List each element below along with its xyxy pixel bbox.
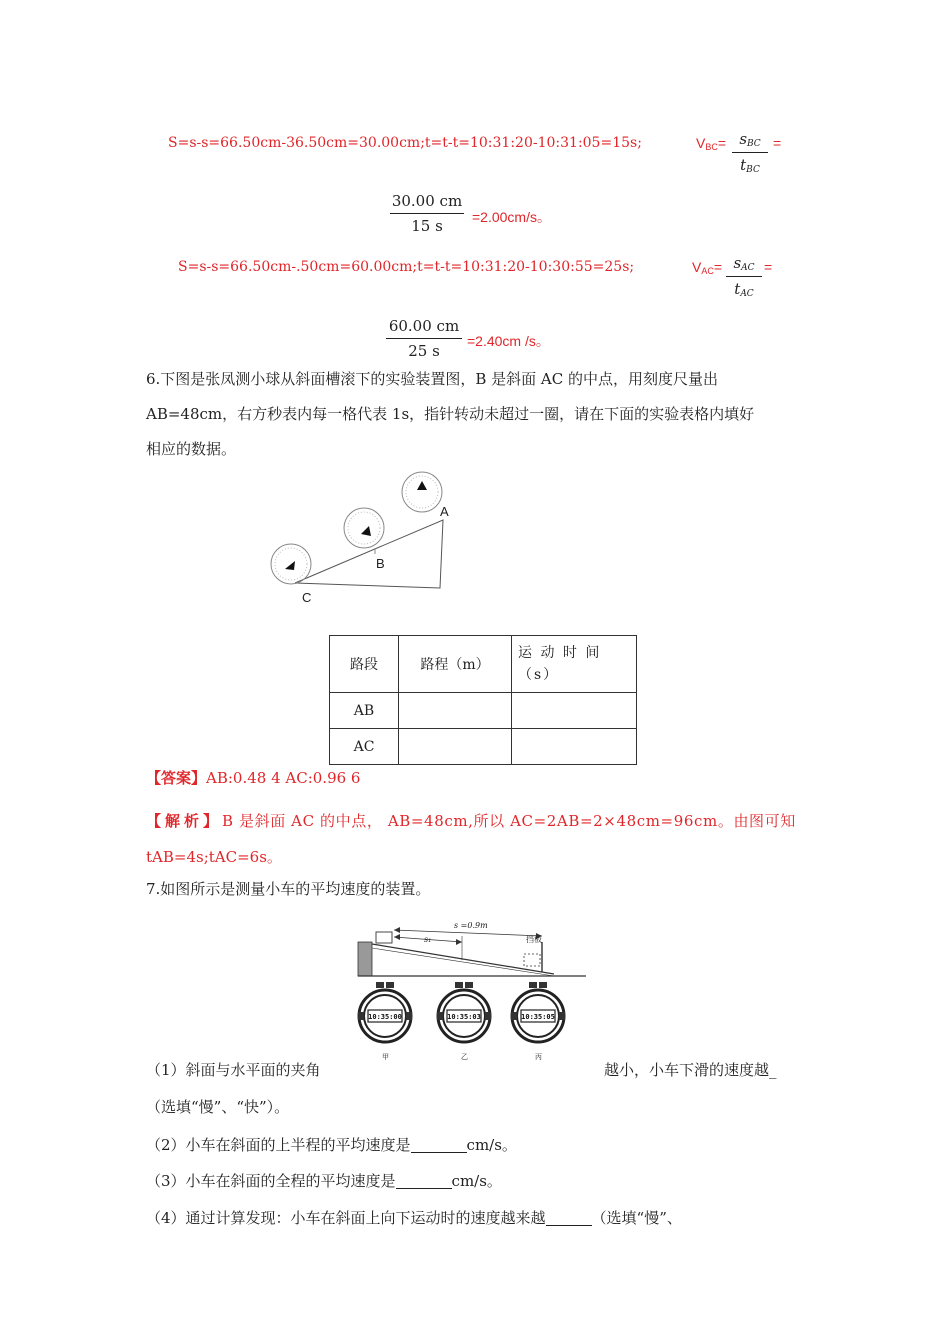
q6-answer <box>146 767 360 788</box>
q7-item-2-blank[interactable] <box>411 1136 467 1153</box>
car-incline-figure <box>354 912 590 1062</box>
analysis-tag: 【解析】 <box>146 812 223 830</box>
q7-item-3-text: （3）小车在斜面的全程的平均速度是 <box>146 1172 396 1190</box>
ac-equals: = <box>764 259 773 275</box>
car-end-position-icon <box>524 954 540 966</box>
ac-velocity-fraction <box>726 254 762 299</box>
stopwatch-a-icon <box>402 472 442 512</box>
table-cell: AC <box>330 729 399 765</box>
clock-jia-time: 10:35:00 <box>368 1013 402 1021</box>
answer-tag: 【答案】 <box>146 769 207 787</box>
answer-text: AB:0.48 4 AC:0.96 6 <box>206 769 361 787</box>
bc-equals: = <box>773 135 782 151</box>
q7-item-1c: （选填“慢”、“快”）。 <box>146 1098 290 1116</box>
bc-frac-denominator: t <box>740 156 747 174</box>
q7-item-2-text: （2）小车在斜面的上半程的平均速度是 <box>146 1136 411 1154</box>
car-icon <box>376 932 392 943</box>
table-header-cell: 运 动 时 间（s） <box>512 636 637 693</box>
label-a: A <box>440 504 449 519</box>
q6-line-3: 相应的数据。 <box>146 440 237 458</box>
label-b: B <box>376 556 385 571</box>
ac-result-denominator: 25 s <box>408 342 440 360</box>
bc-result: =2.00cm/s。 <box>472 209 551 225</box>
table-cell-input[interactable] <box>512 693 637 729</box>
table-header-row <box>330 636 637 693</box>
bc-result-fraction <box>390 192 464 235</box>
table-cell: AB <box>330 693 399 729</box>
q7-item-4-tail: （选填“慢”、 <box>591 1209 682 1227</box>
stopwatch-c-icon <box>271 544 311 584</box>
bc-calc-line <box>168 135 642 151</box>
q6-data-table <box>329 635 637 765</box>
ac-result: =2.40cm /s。 <box>467 333 550 349</box>
ac-result-fraction <box>386 317 462 360</box>
table-header-cell: 路段 <box>330 636 399 693</box>
q7-item-3 <box>146 1164 502 1199</box>
ac-velocity-label: $V_{AC}=$ <box>692 259 723 276</box>
clock-jia-label: 甲 <box>382 1053 389 1061</box>
analysis-text-1: B 是斜面 AC 的中点， AB=48cm,所以 AC=2AB=2×48cm=96cm。由图可知 <box>222 812 796 830</box>
table-header-cell: 路程（m） <box>399 636 512 693</box>
label-c: C <box>302 590 312 605</box>
q7-title: 7.如图所示是测量小车的平均速度的装置。 <box>146 880 431 898</box>
bc-frac-num-sub: BC <box>747 139 761 149</box>
clock-yi-time: 10:35:03 <box>447 1013 481 1021</box>
ac-v-subscript: AC <box>701 266 714 276</box>
q7-item-4 <box>146 1201 682 1236</box>
stopwatch-b-icon <box>344 508 384 548</box>
q7-item-1b: 越小，小车下滑的速度越_ <box>604 1061 777 1079</box>
q7-item-4-blank[interactable] <box>546 1209 592 1226</box>
ac-frac-den-sub: AC <box>740 289 754 299</box>
q7-item-4-text: （4）通过计算发现：小车在斜面上向下运动时的速度越来越 <box>146 1209 546 1227</box>
ac-calc-line <box>178 259 634 275</box>
question-6-text <box>146 362 826 467</box>
q7-item-2 <box>146 1128 517 1163</box>
bc-result-numerator: 30.00 cm <box>391 192 463 210</box>
bc-velocity-label: $V_{BC}=$ <box>696 135 727 152</box>
table-cell-input[interactable] <box>399 693 512 729</box>
bc-v-subscript: BC <box>705 142 718 152</box>
analysis-line-1 <box>146 803 810 839</box>
distance-s-label: s =0.9m <box>454 921 488 930</box>
ac-frac-denominator: t <box>734 280 741 298</box>
clock-bing-label: 丙 <box>535 1053 542 1061</box>
ac-calc-text: S=s-s=66.50cm-.50cm=60.00cm;t=t-t=10:31:20-10:30:55=25s; <box>178 259 635 275</box>
distance-s1-label: s₁ <box>424 935 432 944</box>
ac-frac-num-sub: AC <box>741 263 755 273</box>
bc-frac-den-sub: BC <box>746 165 760 175</box>
clock-yi-label: 乙 <box>461 1053 468 1061</box>
clock-bing-time: 10:35:05 <box>521 1013 555 1021</box>
bc-frac-numerator: s <box>739 130 748 148</box>
analysis-line-2: tAB=4s;tAC=6s。 <box>146 848 282 866</box>
table-cell-input[interactable] <box>399 729 512 765</box>
table-cell-input[interactable] <box>512 729 637 765</box>
q7-item-2-unit: cm/s。 <box>466 1136 517 1154</box>
bc-velocity-fraction <box>732 130 768 175</box>
clock-yi-icon <box>437 982 491 1042</box>
q6-line-1: 6.下图是张凤测小球从斜面槽滚下的实验装置图，B 是斜面 AC 的中点，用刻度尺量出 <box>146 370 718 388</box>
table-row <box>330 693 637 729</box>
q6-analysis <box>146 803 810 875</box>
support-block <box>358 942 372 976</box>
clock-bing-icon <box>511 982 565 1042</box>
bc-v-symbol: V <box>696 135 706 151</box>
q7-item-1a: （1）斜面与水平面的夹角 <box>146 1061 321 1079</box>
q6-line-2: AB=48cm，右方秒表内每一格代表 1s，指针转动未超过一圈，请在下面的实验表格内填好 <box>146 405 755 423</box>
ac-frac-numerator: s <box>733 254 742 272</box>
q7-item-3-blank[interactable] <box>396 1172 452 1189</box>
ac-v-symbol: V <box>692 259 702 275</box>
bc-calc-text: S=s-s=66.50cm-36.50cm=30.00cm;t=t-t=10:31:20-10:31:05=15s; <box>168 135 642 151</box>
barrier-label: 挡板 <box>526 935 542 944</box>
clock-jia-icon <box>358 982 412 1042</box>
table-row <box>330 729 637 765</box>
bc-result-denominator: 15 s <box>411 217 443 235</box>
ac-result-numerator: 60.00 cm <box>388 317 460 335</box>
incline-ball-figure <box>265 468 465 608</box>
q7-item-3-unit: cm/s。 <box>451 1172 502 1190</box>
